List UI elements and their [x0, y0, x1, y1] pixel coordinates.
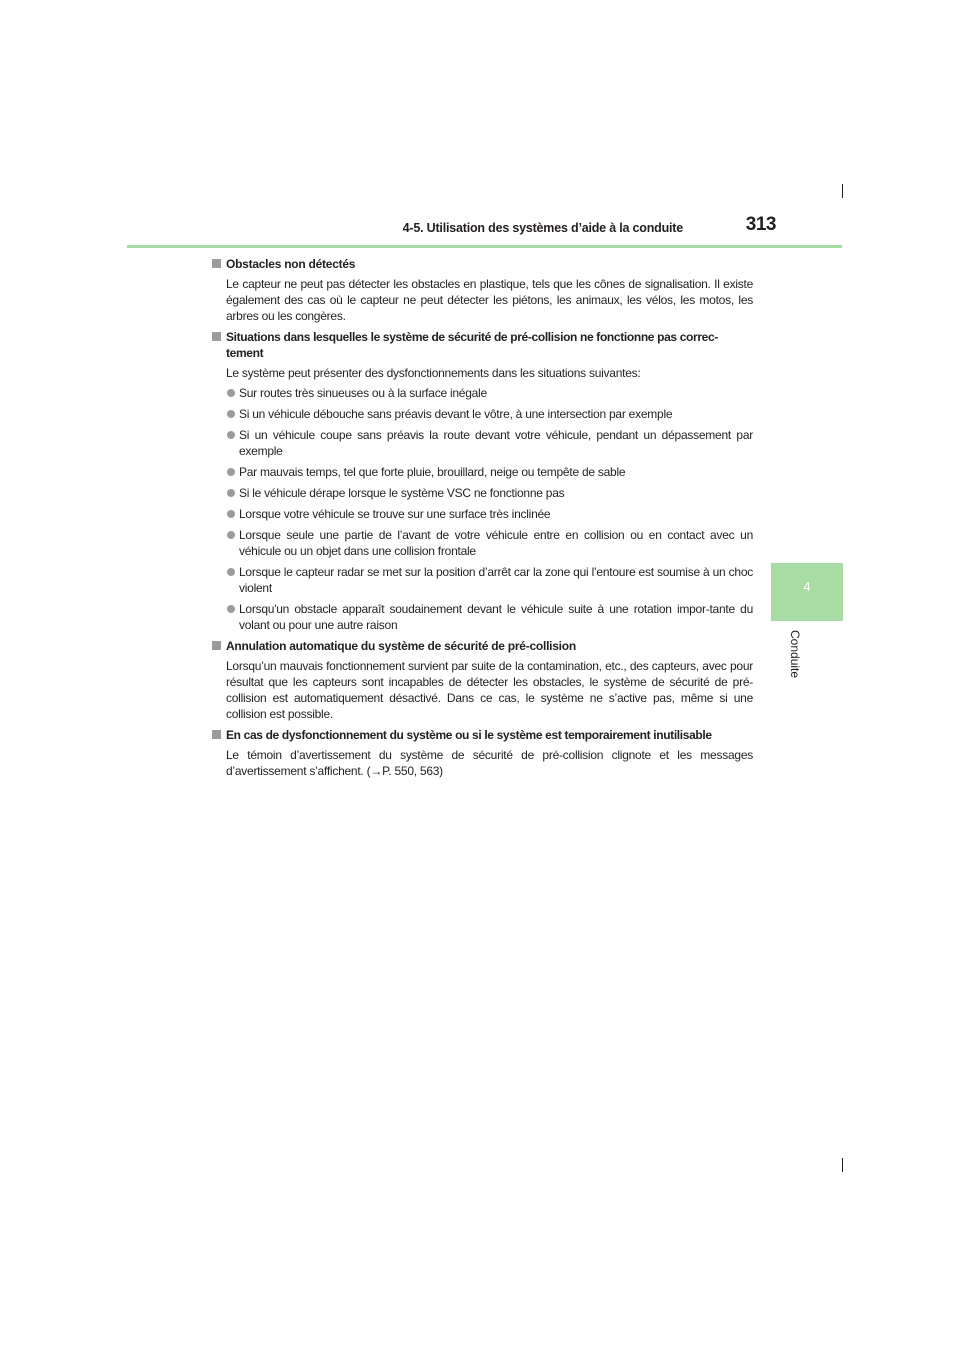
section-heading-text: Obstacles non détectés — [226, 257, 356, 271]
list-item — [211, 464, 753, 480]
round-bullet-icon — [227, 531, 235, 539]
list-item-text: Par mauvais temps, tel que forte pluie, brouillard, neige ou tempête de sable — [239, 465, 626, 479]
square-bullet-icon — [212, 641, 221, 650]
round-bullet-icon — [227, 431, 235, 439]
list-item-text: Si un véhicule coupe sans préavis la route devant votre véhicule, pendant un dépassement par exemple — [239, 428, 753, 458]
section-heading — [211, 256, 753, 272]
round-bullet-icon — [227, 489, 235, 497]
section-body: Le système peut présenter des dysfonctionnements dans les situations suivantes: — [226, 366, 641, 380]
list-item-text: Lorsque seule une partie de l’avant de votre véhicule entre en collision ou en contact avec un véhicule ou un objet dans une collision frontale — [239, 528, 753, 558]
list-item-text: Lorsque le capteur radar se met sur la position d’arrêt car la zone qui l’entoure est soumise à un choc violent — [239, 565, 753, 595]
list-item — [211, 506, 753, 522]
section-malfunction-situations — [211, 329, 753, 633]
chapter-number: 4 — [803, 579, 811, 594]
list-item — [211, 564, 753, 596]
list-item — [211, 385, 753, 401]
section-system-malfunction — [211, 727, 753, 779]
list-item — [211, 427, 753, 459]
list-item — [211, 601, 753, 633]
crop-mark-bottom — [842, 1158, 843, 1172]
section-body: Lorsqu’un mauvais fonctionnement survient par suite de la contamination, etc., des capteurs, avec pour résultat que les capteurs sont incapables de détecter les obstacles, le système de sécurité de pré-collision est automatiquement désactivé. Dans ce cas, le système ne s’active pas, même si une collision est possible. — [226, 659, 753, 721]
chapter-label: Conduite — [788, 630, 802, 679]
section-body: Le capteur ne peut pas détecter les obstacles en plastique, tels que les cônes de signalisation. Il existe également des cas où le capteur ne peut détecter les piétons, les animaux, les vélos, les motos, les arbres ou les congères. — [226, 277, 753, 323]
situation-list — [211, 385, 753, 633]
list-item-text: Lorsque votre véhicule se trouve sur une surface très inclinée — [239, 507, 551, 521]
section-obstacles — [211, 256, 753, 324]
page-number: 313 — [745, 214, 776, 235]
list-item-text: Lorsqu'un obstacle apparaît soudainement devant le véhicule suite à une rotation impor-tante du volant ou pour une autre raison — [239, 602, 753, 632]
round-bullet-icon — [227, 410, 235, 418]
section-heading-text: Annulation automatique du système de sécurité de pré-collision — [226, 639, 576, 653]
section-heading-text: En cas de dysfonctionnement du système ou si le système est temporairement inutilisable — [226, 728, 712, 742]
round-bullet-icon — [227, 468, 235, 476]
list-item — [211, 485, 753, 501]
round-bullet-icon — [227, 510, 235, 518]
round-bullet-icon — [227, 568, 235, 576]
square-bullet-icon — [212, 332, 221, 341]
list-item-text: Si un véhicule débouche sans préavis devant le vôtre, à une intersection par exemple — [239, 407, 673, 421]
chapter-tab — [771, 563, 843, 621]
list-item — [211, 406, 753, 422]
list-item — [211, 527, 753, 559]
section-heading — [211, 638, 753, 654]
header-section-title: 4-5. Utilisation des systèmes d’aide à la conduite — [402, 221, 683, 235]
section-body: Le témoin d’avertissement du système de sécurité de pré-collision clignote et les messages d’avertissement s’affichent. (→P. 550, 563) — [226, 748, 753, 778]
section-heading-text: Situations dans lesquelles le système de sécurité de pré-collision ne fonctionne pas correc-tement — [226, 330, 718, 360]
square-bullet-icon — [212, 730, 221, 739]
list-item-text: Si le véhicule dérape lorsque le système VSC ne fonctionne pas — [239, 486, 565, 500]
list-item-text: Sur routes très sinueuses ou à la surface inégale — [239, 386, 487, 400]
header-rule — [127, 245, 842, 248]
section-automatic-cancellation — [211, 638, 753, 722]
round-bullet-icon — [227, 389, 235, 397]
page-content — [211, 256, 753, 784]
section-heading — [211, 727, 753, 743]
crop-mark-top — [842, 184, 843, 198]
section-heading — [211, 329, 753, 361]
round-bullet-icon — [227, 605, 235, 613]
square-bullet-icon — [212, 259, 221, 268]
